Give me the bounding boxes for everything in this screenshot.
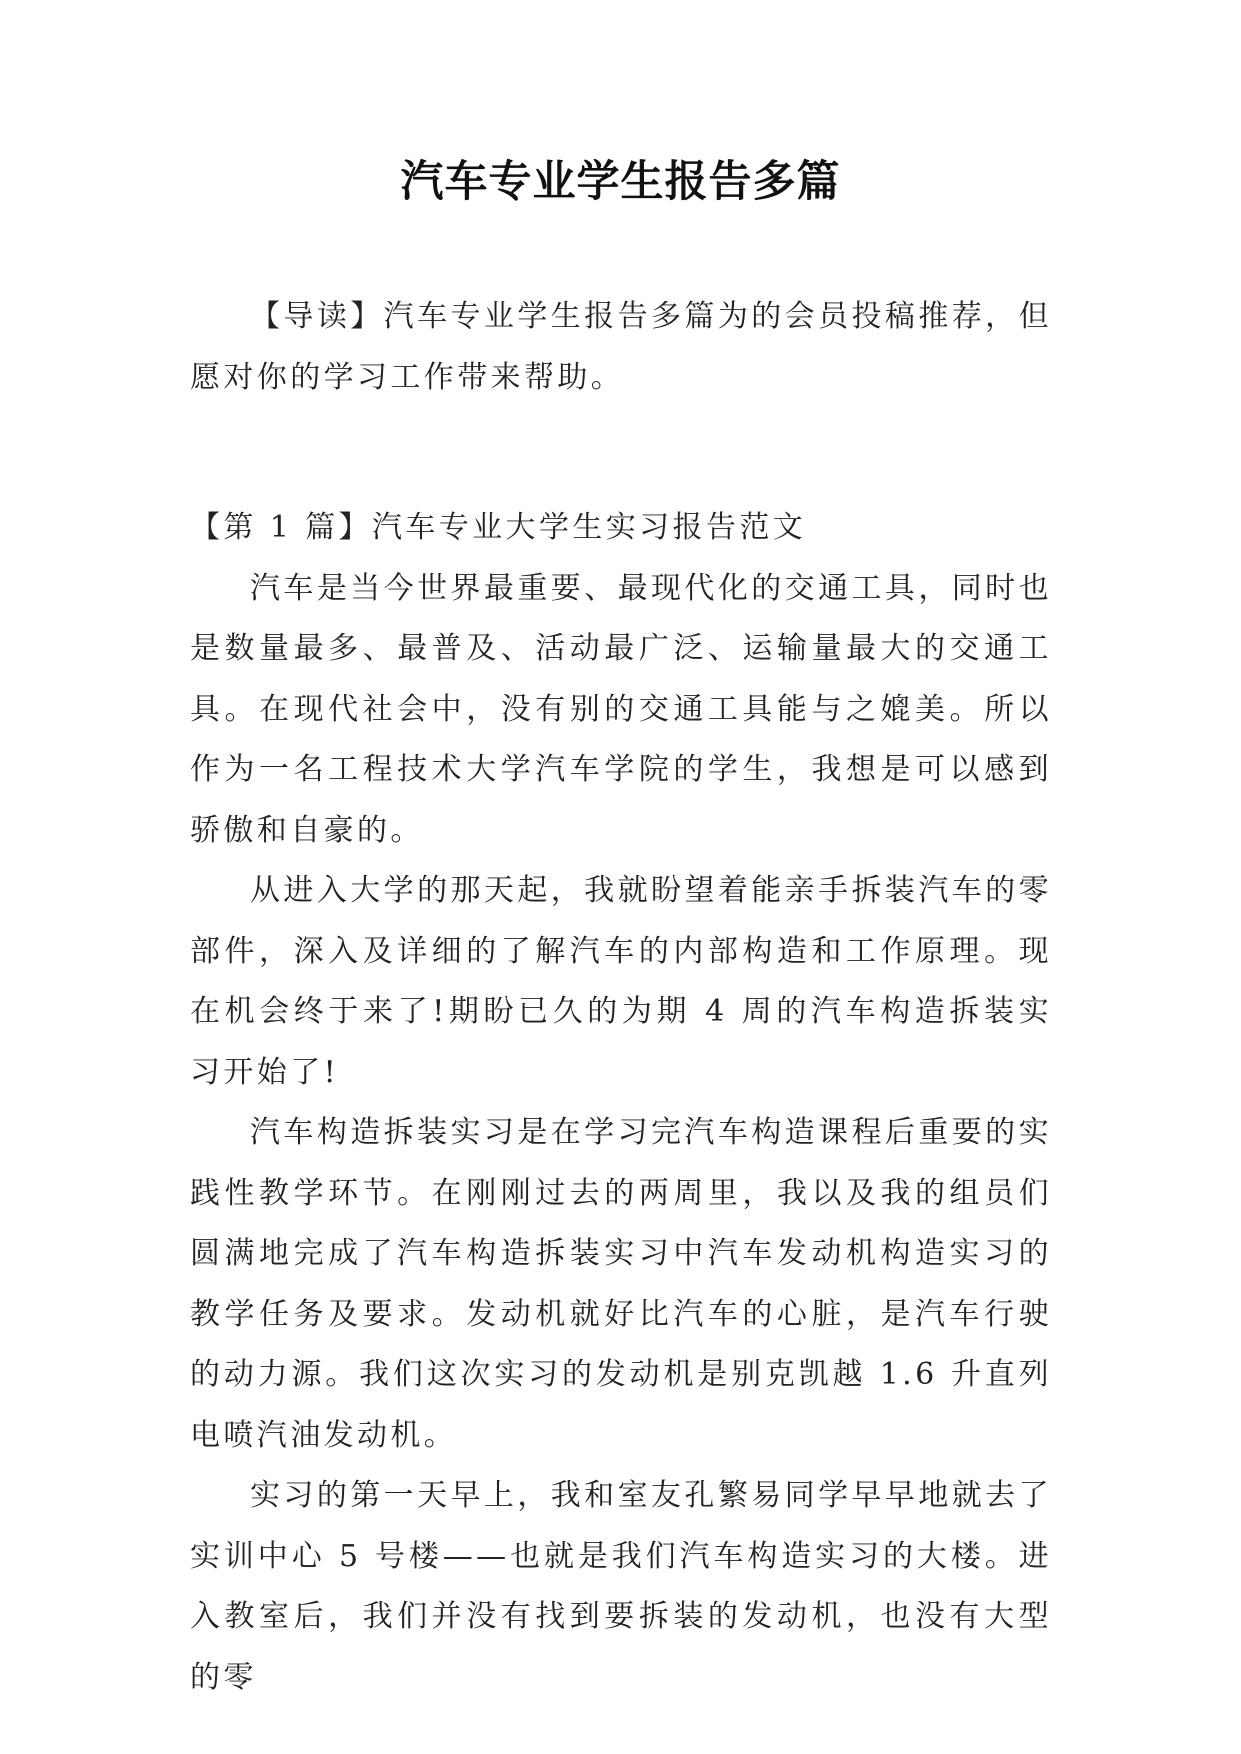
document-title: 汽车专业学生报告多篇 [400, 157, 841, 207]
body-paragraph-4: 实习的第一天早上，我和室友孔繁易同学早早地就去了实训中心 5 号楼——也就是我们汽车构造实习的大楼。进入教室后，我们并没有找到要拆装的发动机，也没有大型的零 [190, 1478, 1052, 1695]
body-paragraph-1: 汽车是当今世界最重要、最现代化的交通工具，同时也是数量最多、最普及、活动最广泛、运输量最大的交通工具。在现代社会中，没有别的交通工具能与之媲美。所以作为一名工程技术大学汽车学院的学生，我想是可以感到骄傲和自豪的。 [190, 570, 1052, 848]
body-paragraph-2: 从进入大学的那天起，我就盼望着能亲手拆装汽车的零部件，深入及详细的了解汽车的内部构造和工作原理。现在机会终于来了!期盼已久的为期 4 周的汽车构造拆装实习开始了! [190, 873, 1052, 1090]
document-body [190, 287, 1052, 1708]
section-heading: 【第 1 篇】汽车专业大学生实习报告范文 [190, 510, 807, 545]
intro-paragraph: 【导读】汽车专业学生报告多篇为的会员投稿推荐，但愿对你的学习工作带来帮助。 [190, 299, 1052, 395]
body-paragraph-3: 汽车构造拆装实习是在学习完汽车构造课程后重要的实践性教学环节。在刚刚过去的两周里，我以及我的组员们圆满地完成了汽车构造拆装实习中汽车发动机构造实习的教学任务及要求。发动机就好比汽车的心脏，是汽车行驶的动力源。我们这次实习的发动机是别克凯越 1.6 升直列电喷汽油发动机。 [190, 1115, 1052, 1453]
section-spacer [190, 408, 1052, 498]
